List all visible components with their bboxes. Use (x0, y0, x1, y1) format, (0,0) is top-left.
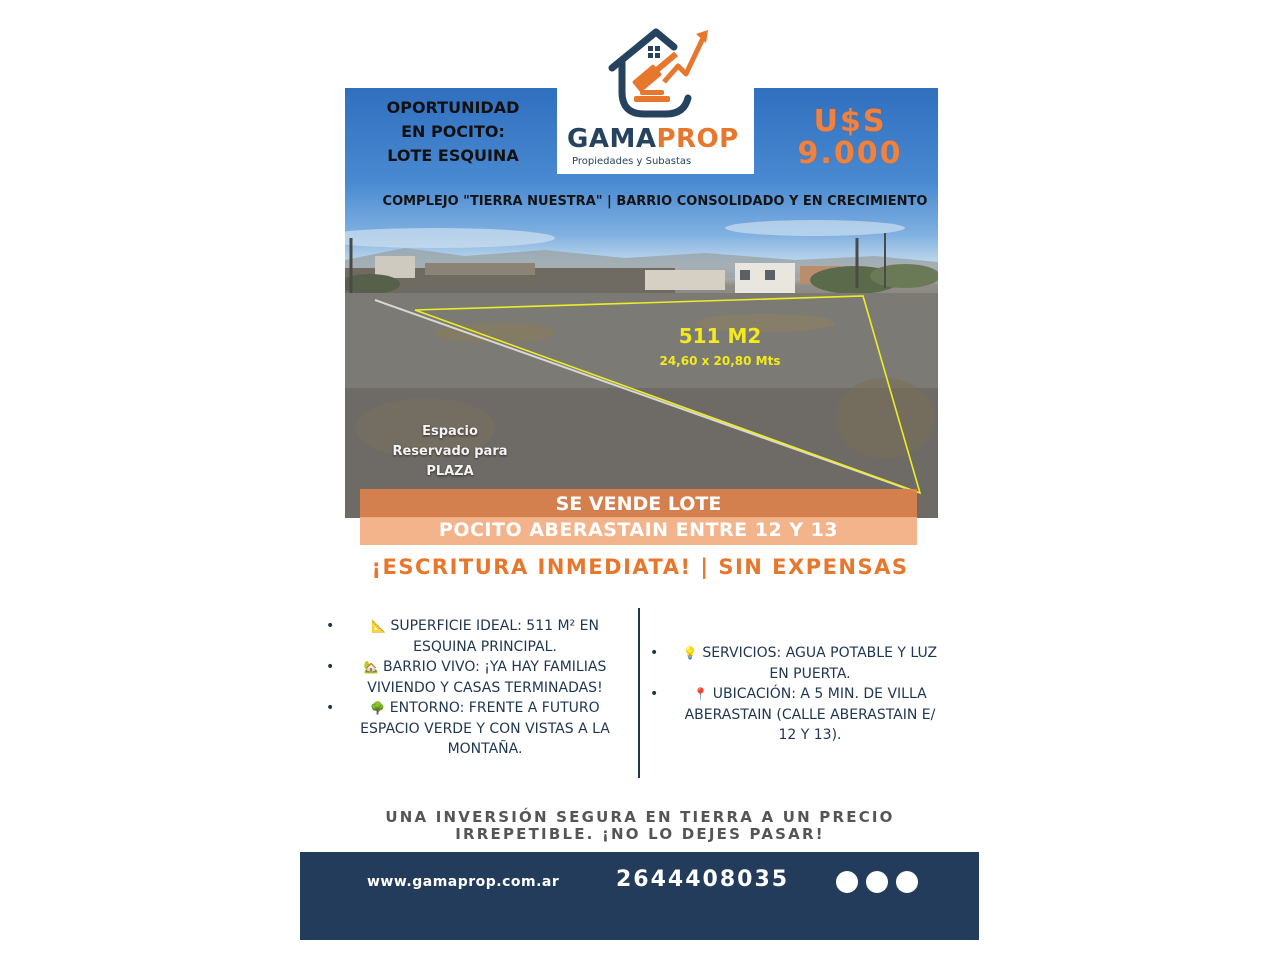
opportunity-line: LOTE ESQUINA (387, 146, 519, 165)
plaza-line: Espacio (422, 424, 478, 439)
dot-icon (866, 871, 888, 893)
price-amount: 9.000 (797, 136, 903, 171)
brand-name (567, 124, 739, 154)
plaza-note (385, 422, 515, 482)
sale-banner: SE VENDE LOTE (360, 489, 917, 517)
opportunity-line: EN POCITO: (401, 122, 505, 141)
list-item (326, 698, 620, 760)
bullet: • (326, 700, 335, 716)
price-currency: U$S (813, 104, 887, 139)
ruler-icon: 📐 (371, 619, 387, 633)
feature-text: SUPERFICIE IDEAL: 511 M² EN ESQUINA PRINCIPAL. (390, 618, 599, 655)
contact-footer (300, 852, 979, 940)
more-dots-icon (836, 871, 926, 897)
plaza-line: PLAZA (426, 464, 474, 479)
plaza-line: Reservado para (392, 444, 508, 459)
price-tag (775, 106, 925, 170)
lightbulb-icon: 💡 (682, 646, 698, 660)
dot-icon (836, 871, 858, 893)
closing-statement: UNA INVERSIÓN SEGURA EN TIERRA A UN PRECIO IRREPETIBLE. ¡NO LO DEJES PASAR! (385, 808, 895, 843)
location-banner: POCITO ABERASTAIN ENTRE 12 Y 13 (360, 517, 917, 545)
dot-icon (896, 871, 918, 893)
list-item (650, 684, 946, 746)
feature-text: SERVICIOS: AGUA POTABLE Y LUZ EN PUERTA. (702, 645, 938, 682)
brand-tagline: Propiedades y Subastas (572, 156, 692, 167)
phone-number[interactable]: 2644408035 (616, 867, 790, 892)
feature-text: UBICACIÓN: A 5 MIN. DE VILLA ABERASTAIN (CALLE ABERASTAIN E/ 12 Y 13). (684, 686, 936, 743)
bullet: • (650, 645, 659, 661)
complejo-caption: COMPLEJO "TIERRA NUESTRA" | BARRIO CONSOLIDADO Y EN CRECIMIENTO (382, 194, 928, 209)
house-icon: 🏡 (363, 660, 379, 674)
tree-icon: 🌳 (370, 701, 386, 715)
features-right-list (650, 643, 946, 746)
feature-text: BARRIO VIVO: ¡YA HAY FAMILIAS VIVIENDO Y CASAS TERMINADAS! (367, 659, 607, 696)
brand-part-prop: PROP (656, 124, 739, 154)
feature-text: ENTORNO: FRENTE A FUTURO ESPACIO VERDE Y CON VISTAS A LA MONTAÑA. (360, 700, 610, 757)
pin-icon: 📍 (693, 687, 709, 701)
lot-dimensions: 24,60 x 20,80 Mts (659, 354, 781, 368)
list-item (326, 616, 620, 657)
opportunity-title (381, 96, 525, 168)
lot-area: 511 M2 (678, 324, 762, 348)
list-item (650, 643, 946, 684)
house-gavel-arrow-logo-icon (604, 26, 714, 122)
list-item (326, 657, 620, 698)
column-divider (638, 608, 640, 778)
bullet: • (326, 618, 335, 634)
bullet: • (326, 659, 335, 675)
escritura-headline: ¡ESCRITURA INMEDIATA! | SIN EXPENSAS (371, 555, 909, 579)
bullet: • (650, 686, 659, 702)
features-left-list (326, 616, 620, 760)
opportunity-line: OPORTUNIDAD (386, 98, 520, 117)
website-link[interactable]: www.gamaprop.com.ar (367, 874, 560, 890)
brand-part-gama: GAMA (567, 124, 657, 154)
